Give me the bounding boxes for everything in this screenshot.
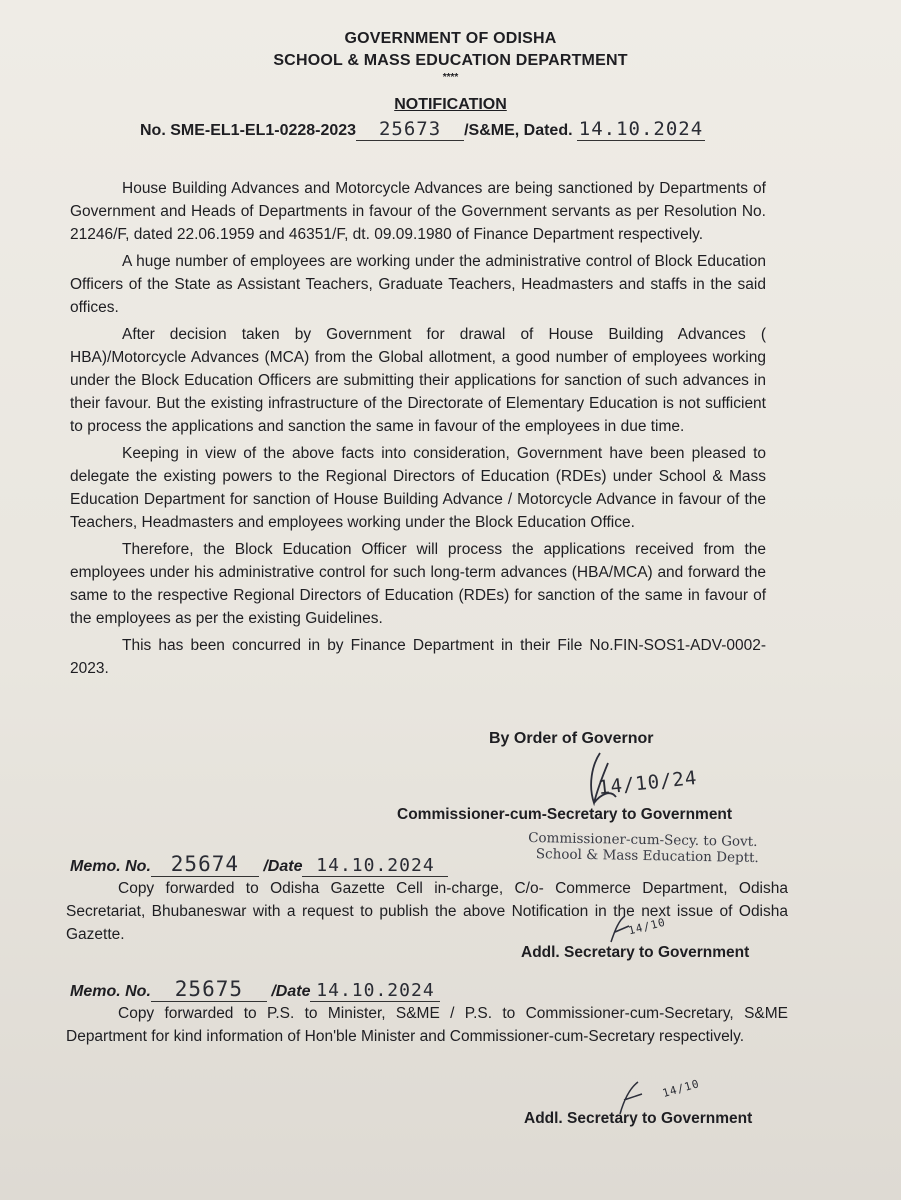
paragraph-4: Keeping in view of the above facts into consideration, Government have been pleased to delegate the existing powers to the Regional Directors of Education (RDEs) under School & Mass Education Department for sanction of House Building Advance / Motorcycle Advance in favour of the Teachers, Headmasters and employees working under the Block Education Office. <box>70 445 766 531</box>
memo-1-number: 25674 <box>151 852 259 877</box>
memo-1-date: 14.10.2024 <box>302 855 448 877</box>
paragraph-2: A huge number of employees are working under the administrative control of Block Education Officers of the State as Assistant Teachers, Graduate Teachers, Headmasters and staffs in the said offices. <box>70 253 766 316</box>
reference-line <box>140 118 705 141</box>
heading-stars: **** <box>442 72 459 83</box>
memo-2-signatory: Addl. Secretary to Government <box>524 1110 753 1127</box>
memo-2-line <box>70 977 440 1002</box>
memo-2-label: Memo. No. <box>70 983 151 1000</box>
stamp-line-1: Commissioner-cum-Secy. to Govt. <box>528 829 758 850</box>
paragraph-1: House Building Advances and Motorcycle Advances are being sanctioned by Departments of Government and Heads of Departments in favour of the Government servants as per Resolution No. 21246/F, dated 22.06.1959 and 46351/F, dt. 09.09.1980 of Finance Department respectively. <box>70 180 766 243</box>
paragraph-6: This has been concurred in by Finance Department in their File No.FIN-SOS1-ADV-0002-2023. <box>70 637 766 677</box>
memo-1-date-label: /Date <box>263 858 303 875</box>
commissioner-designation: Commissioner-cum-Secretary to Government <box>397 806 733 823</box>
notification-title: NOTIFICATION <box>394 96 507 113</box>
reference-mid: /S&ME, Dated. <box>464 122 573 139</box>
memo-1-label: Memo. No. <box>70 858 151 875</box>
reference-prefix: No. SME-EL1-EL1-0228-2023 <box>140 122 357 139</box>
memo-2-text: Copy forwarded to P.S. to Minister, S&ME / P.S. to Commissioner-cum-Secretary, S&ME Department for kind information of Hon'ble Minister and Commissioner-cum-Secretary respectively. <box>66 1005 788 1045</box>
stamp-line-2: School & Mass Education Deptt. <box>535 846 759 867</box>
official-stamp <box>528 830 759 866</box>
memo-2-date-label: /Date <box>271 983 311 1000</box>
notification-body <box>70 177 766 684</box>
paragraph-5: Therefore, the Block Education Officer will process the applications received from the employees under his administrative control for such long-term advances (HBA/MCA) and forward the same to the respective Regional Directors of Education (RDEs) for sanction of the same in favour of the employees as per the existing Guidelines. <box>70 541 766 627</box>
paragraph-3: After decision taken by Government for drawal of House Building Advances ( HBA)/Motorcycle Advances (MCA) from the Global allotment, a good number of employees working under the Block Education Officers are submitting their applications for sanction of such advances in their favour. But the existing infrastructure of the Directorate of Elementary Education is not sufficient to process the applications and sanction the same in favour of the employees in due time. <box>70 326 766 435</box>
memo-1-line <box>70 852 448 877</box>
handwritten-reference-number: 25673 <box>356 118 464 141</box>
memo-1-text-block <box>66 877 788 946</box>
memo-2-date: 14.10.2024 <box>310 980 440 1002</box>
memo-1-signatory: Addl. Secretary to Government <box>521 944 750 961</box>
memo-1-text: Copy forwarded to Odisha Gazette Cell in-charge, C/o- Commerce Department, Odisha Secretariat, Bhubaneswar with a request to publish the above Notification in the next issue of Odisha Gazette. <box>66 880 788 943</box>
memo-2-number: 25675 <box>151 977 267 1002</box>
by-order-of-governor: By Order of Governor <box>489 730 654 747</box>
government-heading: GOVERNMENT OF ODISHA <box>344 30 557 47</box>
memo-1-initials: 14/10 <box>626 915 668 938</box>
memo-2-initials: 14/10 <box>660 1076 702 1101</box>
handwritten-reference-date: 14.10.2024 <box>578 118 704 140</box>
handwritten-sign-date: 14/10/24 <box>597 766 699 800</box>
department-heading: SCHOOL & MASS EDUCATION DEPARTMENT <box>273 52 628 69</box>
memo-2-text-block <box>66 1002 788 1048</box>
